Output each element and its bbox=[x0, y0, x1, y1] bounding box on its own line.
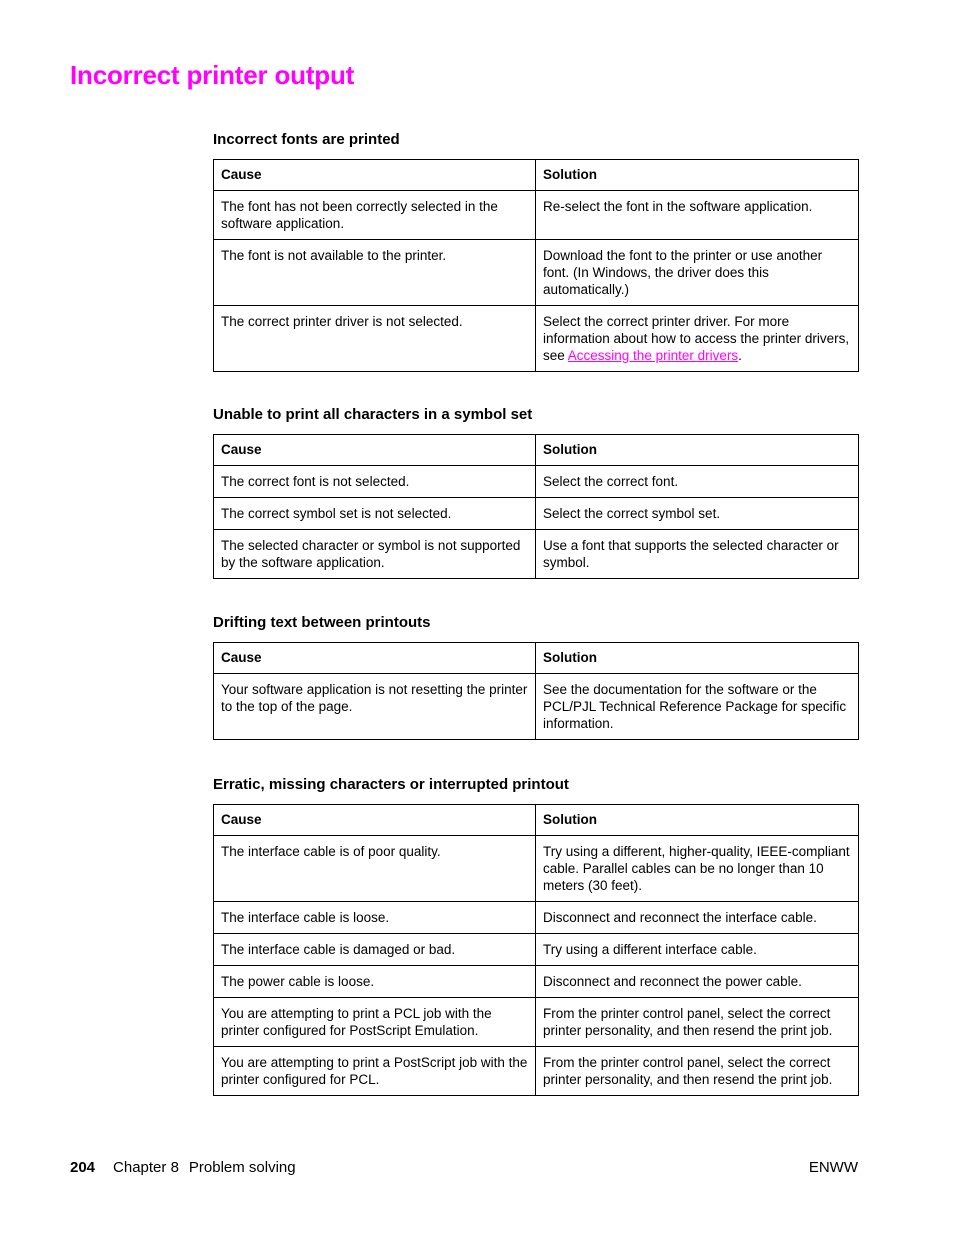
solution-cell: Try using a different, higher-quality, IEEE-compliant cable. Parallel cables can be no longer than 10 meters (30 feet). bbox=[536, 836, 859, 902]
cause-header: Cause bbox=[214, 435, 536, 466]
cause-cell: The power cable is loose. bbox=[214, 966, 536, 998]
cause-header: Cause bbox=[214, 160, 536, 191]
page-number: 204 bbox=[70, 1159, 96, 1176]
section-symbol-set bbox=[213, 405, 858, 579]
cause-solution-table bbox=[213, 434, 859, 579]
table-row bbox=[214, 836, 859, 902]
cause-cell: The interface cable is damaged or bad. bbox=[214, 934, 536, 966]
solution-cell: Use a font that supports the selected character or symbol. bbox=[536, 530, 859, 579]
solution-cell: Select the correct symbol set. bbox=[536, 498, 859, 530]
section-heading: Erratic, missing characters or interrupted printout bbox=[213, 776, 569, 793]
table-row bbox=[214, 1047, 859, 1096]
cause-solution-table bbox=[213, 642, 859, 740]
cause-cell: The interface cable is loose. bbox=[214, 902, 536, 934]
cause-cell: The correct font is not selected. bbox=[214, 466, 536, 498]
solution-header: Solution bbox=[536, 435, 859, 466]
table-row bbox=[214, 902, 859, 934]
solution-cell: Disconnect and reconnect the interface cable. bbox=[536, 902, 859, 934]
solution-cell: Try using a different interface cable. bbox=[536, 934, 859, 966]
cause-cell: The font has not been correctly selected in the software application. bbox=[214, 191, 536, 240]
cause-solution-table bbox=[213, 804, 859, 1096]
cause-cell: You are attempting to print a PostScript job with the printer configured for PCL. bbox=[214, 1047, 536, 1096]
solution-cell: From the printer control panel, select the correct printer personality, and then resend the print job. bbox=[536, 1047, 859, 1096]
table-row bbox=[214, 998, 859, 1047]
cause-cell: The interface cable is of poor quality. bbox=[214, 836, 536, 902]
cause-cell: You are attempting to print a PCL job with the printer configured for PostScript Emulation. bbox=[214, 998, 536, 1047]
table-row bbox=[214, 530, 859, 579]
footer-edition-mark: ENWW bbox=[808, 1159, 858, 1176]
solution-cell bbox=[536, 306, 859, 372]
cause-header: Cause bbox=[214, 643, 536, 674]
table-row bbox=[214, 306, 859, 372]
solution-cell: Disconnect and reconnect the power cable. bbox=[536, 966, 859, 998]
cause-solution-table bbox=[213, 159, 859, 372]
cause-cell: The correct printer driver is not selected. bbox=[214, 306, 536, 372]
cause-cell: Your software application is not resetting the printer to the top of the page. bbox=[214, 674, 536, 740]
section-drifting-text bbox=[213, 613, 858, 740]
cause-header: Cause bbox=[214, 805, 536, 836]
table-row bbox=[214, 674, 859, 740]
page-title: Incorrect printer output bbox=[70, 60, 355, 90]
solution-header: Solution bbox=[536, 643, 859, 674]
table-row bbox=[214, 191, 859, 240]
table-header-row bbox=[214, 643, 859, 674]
section-heading: Drifting text between printouts bbox=[213, 614, 431, 631]
table-row bbox=[214, 934, 859, 966]
chapter-label: Chapter 8 bbox=[113, 1159, 179, 1176]
cause-cell: The selected character or symbol is not supported by the software application. bbox=[214, 530, 536, 579]
cause-cell: The font is not available to the printer. bbox=[214, 240, 536, 306]
table-row bbox=[214, 498, 859, 530]
solution-text: Select the correct printer driver. For more information about how to access the printer drivers, see bbox=[543, 314, 850, 363]
table-header-row bbox=[214, 435, 859, 466]
cause-cell: The correct symbol set is not selected. bbox=[214, 498, 536, 530]
table-header-row bbox=[214, 160, 859, 191]
table-header-row bbox=[214, 805, 859, 836]
solution-header: Solution bbox=[536, 805, 859, 836]
table-row bbox=[214, 966, 859, 998]
accessing-printer-drivers-link[interactable]: Accessing the printer drivers bbox=[567, 348, 739, 363]
section-incorrect-fonts bbox=[213, 130, 858, 372]
solution-header: Solution bbox=[536, 160, 859, 191]
chapter-title: Problem solving bbox=[188, 1159, 296, 1176]
solution-cell: From the printer control panel, select the correct printer personality, and then resend the print job. bbox=[536, 998, 859, 1047]
table-row bbox=[214, 240, 859, 306]
section-heading: Unable to print all characters in a symbol set bbox=[213, 406, 533, 423]
solution-cell: Download the font to the printer or use another font. (In Windows, the driver does this automatically.) bbox=[536, 240, 859, 306]
page-footer bbox=[70, 1158, 858, 1178]
solution-cell: See the documentation for the software or the PCL/PJL Technical Reference Package for specific information. bbox=[536, 674, 859, 740]
table-row bbox=[214, 466, 859, 498]
solution-cell: Select the correct font. bbox=[536, 466, 859, 498]
section-erratic-characters bbox=[213, 775, 858, 1096]
solution-text-suffix: . bbox=[738, 348, 742, 363]
solution-cell: Re-select the font in the software application. bbox=[536, 191, 859, 240]
section-heading: Incorrect fonts are printed bbox=[213, 131, 400, 148]
